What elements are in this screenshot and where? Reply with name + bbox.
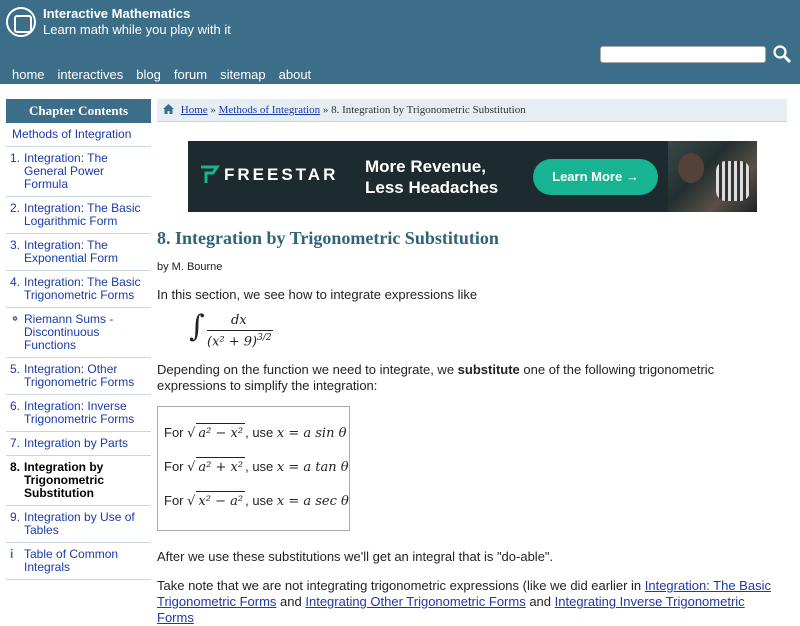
substitution-paragraph [157, 362, 782, 394]
sidebar-item-8-current[interactable] [6, 456, 151, 506]
sidebar-item-num: 5. [10, 362, 21, 376]
nav-home[interactable]: home [12, 67, 45, 82]
doable-paragraph: After we use these substitutions we'll get an integral that is "do-able". [157, 549, 554, 564]
byline: by M. Bourne [157, 261, 223, 273]
sidebar-item-label: Integration: Inverse Trigonometric Forms [24, 399, 135, 426]
integral-formula [189, 309, 299, 353]
sub-use-label: , use [245, 459, 277, 474]
sidebar-item-2[interactable] [6, 197, 151, 234]
nav-about[interactable]: about [278, 67, 312, 82]
ad-headline-line-1: More Revenue, [365, 157, 486, 176]
chapter-sidebar [6, 99, 151, 580]
site-logo[interactable] [6, 7, 36, 37]
arrow-right-icon: → [625, 169, 639, 184]
sqrt-expression: √ a² − x² [187, 426, 245, 441]
sidebar-item-1[interactable] [6, 147, 151, 197]
substitution-table [157, 406, 350, 531]
breadcrumb [157, 99, 787, 122]
breadcrumb-home[interactable]: Home [180, 104, 208, 116]
integral-denominator-base: (x² + 9) [207, 334, 258, 350]
main-nav [12, 67, 324, 82]
site-tagline: Learn math while you play with it [43, 22, 231, 37]
sidebar-item-4[interactable] [6, 271, 151, 308]
sub-use-label: , use [245, 425, 277, 440]
sidebar-item-num: 8. [10, 460, 21, 474]
sidebar-item-label: Integration: The Exponential Form [24, 238, 119, 265]
ad-brand: FREESTAR [224, 165, 339, 184]
sidebar-item-num: 6. [10, 399, 21, 413]
ad-photo [668, 141, 757, 212]
integral-exponent: 3/2 [257, 333, 272, 343]
sub-expression: x = a tan θ [276, 460, 349, 475]
substitution-row [164, 457, 349, 491]
substitution-row [164, 491, 349, 525]
nav-forum[interactable]: forum [173, 67, 208, 82]
breadcrumb-section[interactable]: Methods of Integration [218, 104, 321, 116]
search-input[interactable] [600, 46, 766, 63]
sidebar-item-num: 9. [10, 510, 21, 524]
sidebar-item-label: Table of Common Integrals [24, 547, 119, 574]
substitution-text-c: one of the following trigonometric expressions to simplify the integration: [157, 362, 715, 393]
applet-icon: ⚬ [10, 312, 21, 326]
substitution-row [164, 423, 347, 457]
sub-for-label: For [164, 459, 188, 474]
article [157, 228, 787, 625]
nav-interactives[interactable]: interactives [57, 67, 124, 82]
radicand: a² + x² [196, 457, 245, 478]
breadcrumb-separator: » [210, 104, 216, 116]
radicand: x² − a² [196, 491, 245, 512]
sub-for-label: For [164, 493, 188, 508]
nav-sitemap[interactable]: sitemap [220, 67, 266, 82]
note-text-a: Take note that we are not integrating trigonometric expressions (like we did earlier in [157, 578, 645, 593]
link-other-trig-forms[interactable]: Integrating Other Trigonometric Forms [305, 594, 526, 609]
site-header [0, 0, 800, 84]
sidebar-item-num: 2. [10, 201, 21, 215]
sidebar-item-label: Integration by Parts [24, 436, 129, 450]
sidebar-item-label: Integration by Trigonometric Substitution [24, 460, 105, 500]
ad-headline [365, 156, 498, 198]
sidebar-item-9[interactable] [6, 506, 151, 543]
sidebar-item-label: Integration: The Basic Logarithmic Form [24, 201, 141, 228]
search-icon[interactable] [772, 44, 792, 64]
link-basic-trig-forms[interactable]: Integration: The Basic Trigonometric Forms [157, 578, 771, 609]
sidebar-heading: Chapter Contents [6, 99, 151, 123]
sqrt-expression: √ a² + x² [187, 460, 245, 475]
substitute-bold: substitute [457, 362, 520, 377]
integral-numerator: dx [231, 313, 247, 328]
link-inverse-trig-forms[interactable]: Integrating Inverse Trigonometric Forms [157, 594, 745, 625]
sidebar-item-num: 4. [10, 275, 21, 289]
sidebar-item-label: Integration by Use of Tables [24, 510, 135, 537]
note-text-c: and [525, 594, 555, 609]
sub-for-label: For [164, 425, 188, 440]
note-text-b: and [276, 594, 306, 609]
sidebar-item-label: Integration: The Basic Trigonometric Forms [24, 275, 141, 302]
radicand: a² − x² [196, 423, 245, 444]
sidebar-item-integrals-table[interactable] [6, 543, 151, 580]
sidebar-item-5[interactable] [6, 358, 151, 395]
sidebar-item-label: Integration: Other Trigonometric Forms [24, 362, 135, 389]
sub-expression: x = a sec θ [276, 494, 349, 509]
integral-sign: ∫ [189, 309, 205, 344]
home-icon [163, 104, 174, 114]
sidebar-item-num: 7. [10, 436, 21, 450]
sidebar-item-6[interactable] [6, 395, 151, 432]
integral-denominator [207, 333, 272, 349]
freestar-icon [200, 165, 218, 185]
note-paragraph [157, 578, 782, 626]
sidebar-item-label: Riemann Sums - Discontinuous Functions [24, 312, 114, 352]
sqrt-expression: √ x² − a² [187, 494, 245, 509]
sub-expression: x = a sin θ [276, 426, 347, 441]
ad-cta-label: Learn More [552, 169, 623, 184]
ad-learn-more-button[interactable] [533, 159, 658, 195]
sidebar-item-num: 1. [10, 151, 21, 165]
page-title: 8. Integration by Trigonometric Substitution [157, 228, 499, 248]
sidebar-item-3[interactable] [6, 234, 151, 271]
nav-blog[interactable]: blog [136, 67, 161, 82]
sidebar-top-link[interactable]: Methods of Integration [6, 123, 151, 147]
sidebar-item-7[interactable] [6, 432, 151, 456]
sidebar-item-label: Integration: The General Power Formula [24, 151, 108, 191]
site-title[interactable]: Interactive Mathematics [43, 6, 191, 21]
substitution-text-a: Depending on the function we need to integrate, we [157, 362, 458, 377]
intro-paragraph: In this section, we see how to integrate expressions like [157, 287, 478, 302]
ad-headline-line-2: Less Headaches [365, 178, 499, 197]
breadcrumb-separator: » [322, 104, 329, 116]
sidebar-item-riemann[interactable] [6, 308, 151, 358]
sidebar-item-num: 3. [10, 238, 21, 252]
info-icon: i [10, 547, 14, 561]
ad-banner[interactable] [188, 141, 757, 212]
sub-use-label: , use [245, 493, 277, 508]
ad-logo [200, 165, 338, 185]
breadcrumb-current: 8. Integration by Trigonometric Substitution [331, 104, 526, 116]
fraction-bar [207, 330, 273, 331]
